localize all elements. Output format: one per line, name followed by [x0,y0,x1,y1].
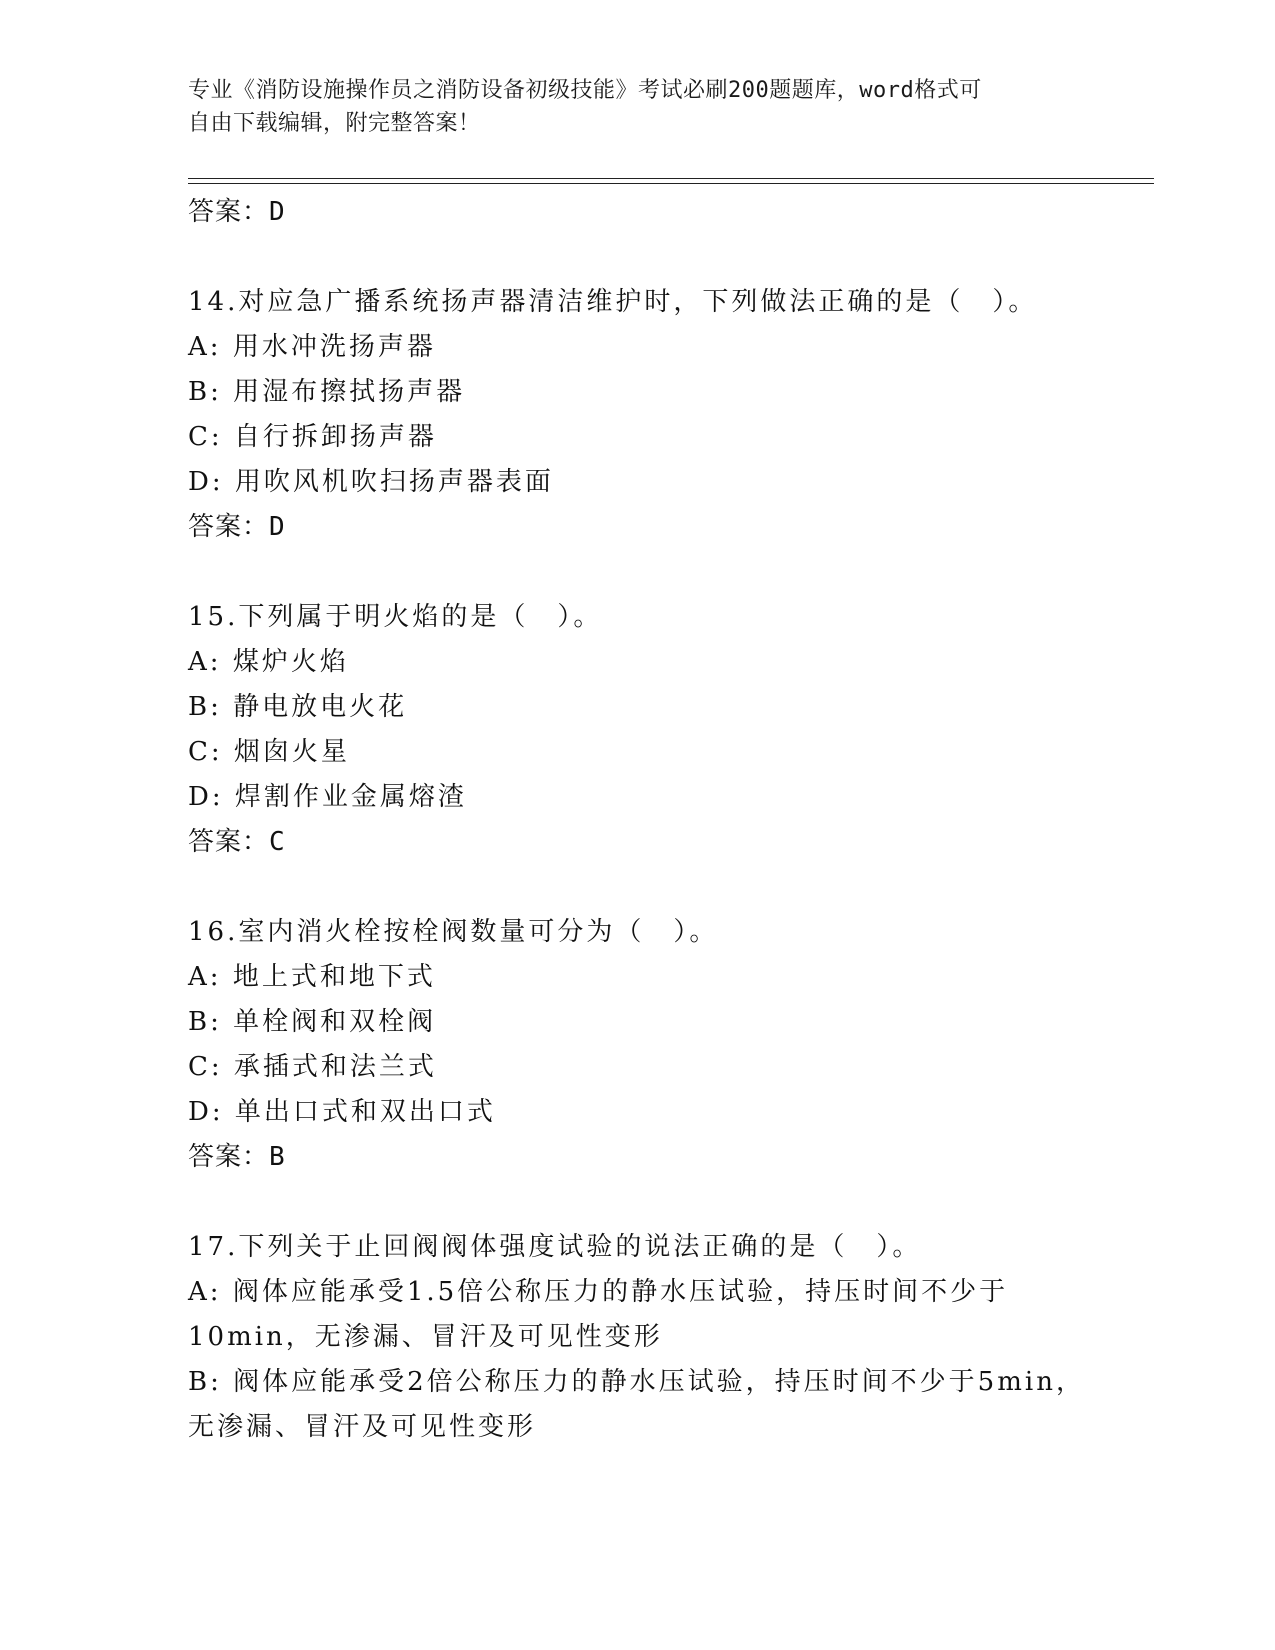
option-text: 自行拆卸扬声器 [233,422,437,452]
answer-label: 答案： [188,827,270,857]
option-c [188,1045,1088,1090]
header-line-1: 专业《消防设施操作员之消防设备初级技能》考试必刷200题题库，word格式可 [188,78,982,103]
option-key: A: [188,647,222,677]
option-text: 阀体应能承受2倍公称压力的静水压试验，持压时间不少于5min， [233,1367,1085,1397]
option-text: 煤炉火焰 [232,647,349,677]
option-a [188,325,1088,370]
option-b [188,685,1088,730]
option-b [188,1360,1088,1405]
option-text: 地上式和地下式 [232,962,436,992]
option-key: C: [188,422,223,452]
option-c [188,730,1088,775]
option-d [188,775,1088,820]
question-16 [188,910,1088,1180]
option-text: 烟囱火星 [233,737,350,767]
option-a-continued: 10min，无渗漏、冒汗及可见性变形 [188,1322,663,1352]
option-key: C: [188,737,223,767]
option-key: D: [188,782,224,812]
answer-label: 答案： [188,1142,270,1172]
option-d [188,460,1088,505]
question-14 [188,280,1088,550]
option-text: 用吹风机吹扫扬声器表面 [234,467,554,497]
answer-value: D [269,197,286,227]
option-text: 承插式和法兰式 [233,1052,437,1082]
option-text: 单栓阀和双栓阀 [233,1007,437,1037]
option-text: 用湿布擦拭扬声器 [233,377,466,407]
question-answer [188,820,1088,865]
question-answer [188,505,1088,550]
option-b [188,370,1088,415]
option-a [188,955,1088,1000]
previous-question-answer [188,190,1088,235]
option-text: 单出口式和双出口式 [234,1097,496,1127]
answer-label: 答案： [188,512,270,542]
option-key: A: [188,962,222,992]
answer-value: C [269,827,286,857]
option-key: D: [188,1097,224,1127]
question-stem: 14.对应急广播系统扬声器清洁维护时，下列做法正确的是（ ）。 [188,287,1038,317]
option-d [188,1090,1088,1135]
header-divider-bottom [188,183,1154,184]
answer-value: D [269,512,286,542]
question-17 [188,1225,1088,1450]
option-key: B: [188,377,222,407]
option-b-continued: 无渗漏、冒汗及可见性变形 [188,1412,537,1442]
option-text: 用水冲洗扬声器 [232,332,436,362]
question-stem: 16.室内消火栓按栓阀数量可分为（ ）。 [188,917,719,947]
answer-value: B [269,1142,286,1172]
question-15 [188,595,1088,865]
option-key: B: [188,1367,222,1397]
question-answer [188,1135,1088,1180]
question-stem: 17.下列关于止回阀阀体强度试验的说法正确的是（ ）。 [188,1232,922,1262]
option-key: C: [188,1052,223,1082]
option-key: D: [188,467,224,497]
option-a [188,640,1088,685]
option-key: A: [188,332,222,362]
option-key: A: [188,1277,222,1307]
option-text: 阀体应能承受1.5倍公称压力的静水压试验，持压时间不少于 [232,1277,1009,1307]
option-text: 焊割作业金属熔渣 [234,782,467,812]
option-key: B: [188,1007,222,1037]
option-b [188,1000,1088,1045]
document-header [188,74,1068,140]
header-divider-top [188,178,1154,179]
question-list [188,190,1088,1450]
option-key: B: [188,692,222,722]
option-text: 静电放电火花 [233,692,408,722]
answer-label: 答案： [188,197,270,227]
question-stem: 15.下列属于明火焰的是（ ）。 [188,602,603,632]
option-c [188,415,1088,460]
header-line-2: 自由下载编辑，附完整答案！ [188,111,481,136]
option-a [188,1270,1088,1315]
